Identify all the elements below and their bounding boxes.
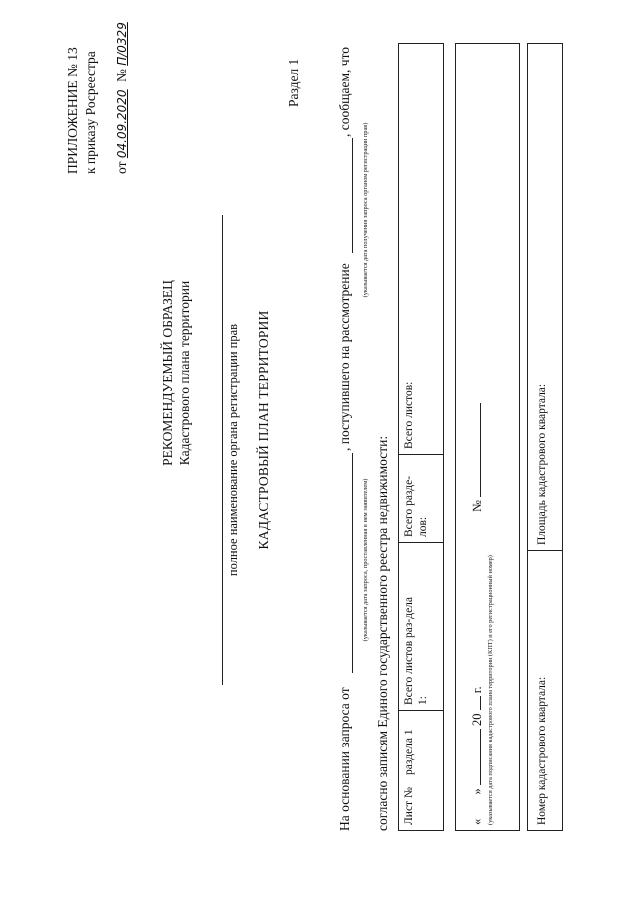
quarter-table-divider	[527, 550, 563, 551]
registry-line: согласно записям Единого государственного реестра недвижимости:	[375, 435, 390, 831]
authority-name-caption: полное наименование органа регистрации прав	[226, 323, 240, 577]
document-title: КАДАСТРОВЫЙ ПЛАН ТЕРРИТОРИИ	[256, 310, 271, 550]
quarter-area-label: Площадь кадастрового квартала:	[536, 383, 548, 545]
appendix-number-label: №	[114, 69, 129, 83]
recommended-sample-title: РЕКОМЕНДУЕМЫЙ ОБРАЗЕЦ	[160, 280, 175, 466]
section-1-label: раздела 1	[403, 729, 415, 775]
total-sheets-label: Всего листов:	[403, 381, 415, 449]
appendix-title: ПРИЛОЖЕНИЕ № 13	[65, 47, 80, 174]
year-prefix: 20	[470, 713, 484, 726]
sheet-table-divider-1	[398, 710, 444, 711]
appendix-date-handwritten: 04.09.2020	[115, 89, 129, 159]
request-date-caption: (указывается дата запроса, проставленная в нем заявителем)	[362, 478, 369, 642]
basis-prefix: На основании запроса от	[337, 687, 352, 831]
signature-date-caption: (указывается дата подписания кадастрового плана территории (КПТ) и его регистрационный номер)	[487, 555, 494, 825]
received-date-caption: (указывается дата получения запроса органом регистрации прав)	[362, 122, 369, 298]
signature-date-line	[470, 686, 485, 825]
appendix-date-line	[114, 22, 130, 174]
quote-open: «	[470, 818, 484, 825]
section-label: Раздел 1	[286, 58, 301, 107]
basis-suffix: , сообщаем, что	[337, 46, 352, 137]
appendix-order: к приказу Росреестра	[83, 51, 98, 174]
number-sign: №	[470, 500, 484, 512]
sheet-table-divider-2	[398, 542, 444, 543]
authority-name-line	[222, 215, 223, 685]
registration-number	[470, 403, 485, 512]
recommended-sample-subtitle: Кадастрового плана территории	[177, 280, 192, 466]
appendix-number-handwritten: П/0329	[115, 22, 129, 66]
request-date-line	[352, 453, 353, 673]
sheet-table-divider-3	[398, 454, 444, 455]
basis-middle: , поступившего на рассмотрение	[337, 263, 352, 451]
total-section-sheets-label: Всего листов раз-дела 1:	[403, 596, 429, 705]
appendix-from-label: от	[114, 161, 129, 174]
total-sections-label: Всего разде-лов:	[403, 475, 429, 537]
sheet-number-label: Лист №	[403, 787, 415, 825]
quote-close: »	[470, 788, 484, 795]
quarter-number-label: Номер кадастрового квартала:	[536, 676, 548, 825]
year-suffix: г.	[470, 686, 484, 694]
received-date-line	[352, 138, 353, 253]
